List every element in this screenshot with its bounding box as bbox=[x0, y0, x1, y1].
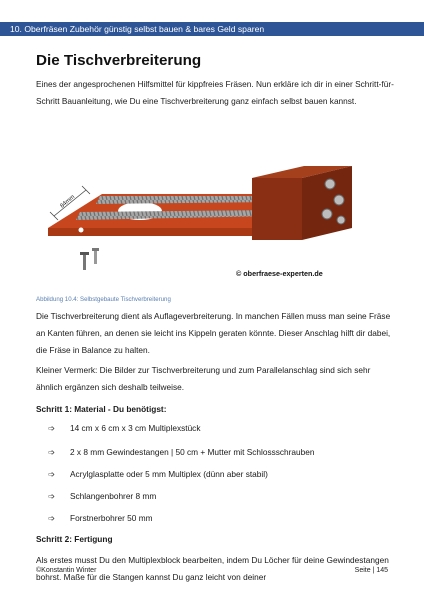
arrow-icon: ➩ bbox=[48, 513, 55, 523]
chapter-title: 10. Oberfräsen Zubehör günstig selbst bauen & bares Geld sparen bbox=[10, 24, 265, 34]
dimension-tick bbox=[82, 186, 90, 194]
block-side bbox=[302, 166, 352, 240]
block-front bbox=[252, 178, 302, 240]
material-item: ➩ Schlangenbohrer 8 mm bbox=[48, 491, 157, 501]
material-item: ➩ 14 cm x 6 cm x 3 cm Multiplexstück bbox=[48, 423, 201, 433]
figure-caption: Abbildung 10.4: Selbstgebaute Tischverbreiterung bbox=[36, 296, 171, 303]
paragraph-4: Als erstes musst Du den Multiplexblock bearbeiten, indem Du Löcher für deine Gewindestangen bohrst. Maße für die Stangen kannst Du ganz leicht von deiner bbox=[36, 555, 389, 582]
arrow-icon: ➩ bbox=[48, 469, 55, 479]
arrow-icon: ➩ bbox=[48, 423, 55, 433]
arrow-icon: ➩ bbox=[48, 491, 55, 501]
nut bbox=[322, 209, 332, 219]
nut bbox=[334, 195, 344, 205]
footer-page-number: Seite | 145 bbox=[354, 567, 388, 574]
chapter-header bbox=[0, 22, 424, 36]
material-item: ➩ Acrylglasplatte oder 5 mm Multiplex (dünn aber stabil) bbox=[48, 469, 268, 479]
paragraph-3: Kleiner Vermerk: Die Bilder zur Tischverbreiterung und zum Parallelanschlag sind sich sehr ähnlich ergänzen sich deshalb teilweise. bbox=[36, 365, 371, 392]
figure-tischverbreiterung bbox=[40, 144, 380, 290]
paragraph-2: Die Tischverbreiterung dient als Auflageverbreiterung. In manchen Fällen muss man seine Fräse an Kanten führen, an denen sie leicht ins Kippeln geraten könnte. Dieser Anschlag hilft dir dabei, die Fräse in Balance zu halten. bbox=[36, 311, 391, 355]
nut bbox=[325, 179, 335, 189]
material-item: ➩ Forstnerbohrer 50 mm bbox=[48, 513, 153, 523]
small-hole bbox=[79, 228, 84, 233]
carriage-bolts bbox=[80, 248, 99, 270]
step-1-title: Schritt 1: Material - Du benötigst: bbox=[36, 404, 167, 414]
material-item: ➩ 2 x 8 mm Gewindestangen | 50 cm + Mutter mit Schlossschrauben bbox=[48, 447, 315, 457]
arrow-icon: ➩ bbox=[48, 447, 55, 457]
section-heading: Die Tischverbreiterung bbox=[36, 52, 202, 69]
intro-paragraph: Eines der angesprochenen Hilfsmittel für kippfreies Fräsen. Nun erkläre ich dir in einer Schritt-für-Schritt Bauanleitung, wie Du eine Tischverbreiterung ganz einfach selbst bauen kannst. bbox=[36, 79, 394, 106]
dimension-label: 84mm bbox=[59, 194, 77, 210]
watermark: © oberfraese-experten.de bbox=[236, 269, 323, 278]
dimension-tick bbox=[50, 212, 58, 220]
tischverbreiterung-illustration bbox=[40, 144, 380, 290]
nut bbox=[337, 216, 345, 224]
footer-author: ©Konstantin Winter bbox=[36, 567, 97, 574]
step-2-title: Schritt 2: Fertigung bbox=[36, 534, 113, 544]
